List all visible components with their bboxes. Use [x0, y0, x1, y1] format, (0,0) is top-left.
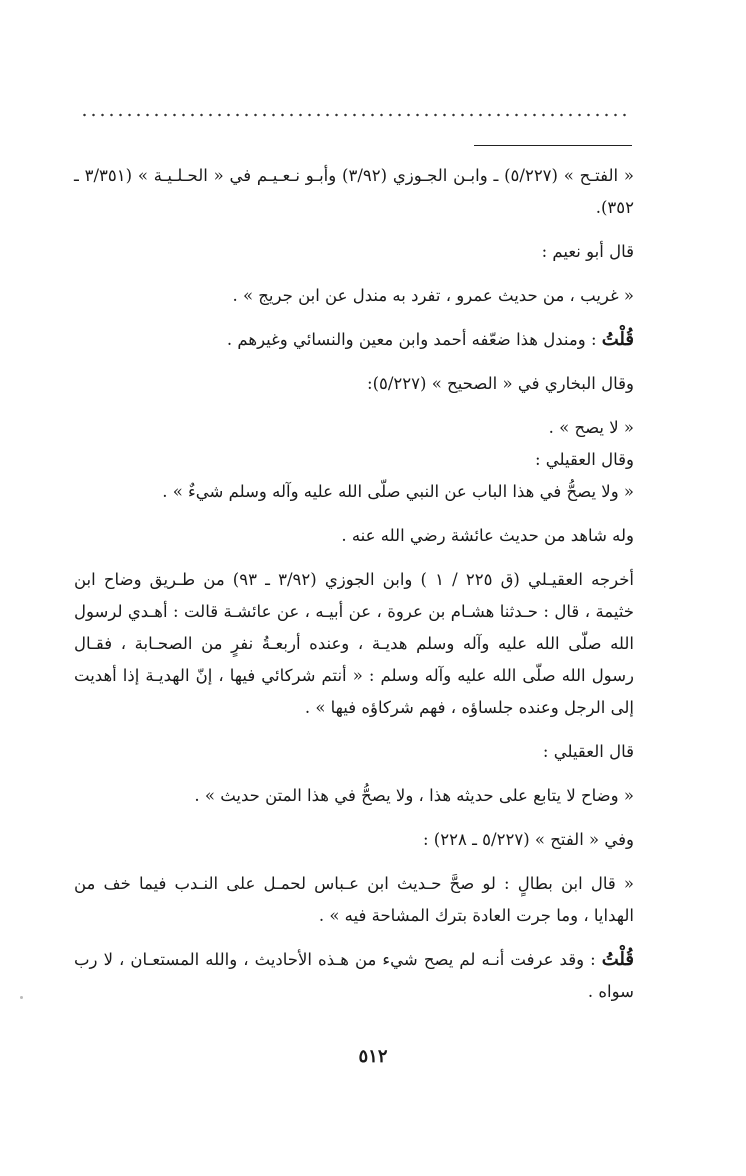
paragraph-text: قال العقيلي :	[542, 742, 634, 761]
paragraph-7	[74, 444, 634, 476]
paragraph-5	[74, 368, 634, 400]
paragraph-4	[74, 324, 634, 356]
paragraph-text: « قال ابن بطالٍ : لو صحَّ حـديث ابن عـباس لحمـل على النـدب فيما خف من الهدايا ، وما جرت العادة بترك المشاحة فيه » .	[74, 874, 634, 925]
qult-lead: قُلْتُ	[601, 949, 634, 970]
paragraph-3	[74, 280, 634, 312]
qult-lead: قُلْتُ	[601, 329, 634, 350]
paragraph-6	[74, 412, 634, 444]
footnote-separator	[474, 145, 632, 146]
paragraph-12	[74, 780, 634, 812]
paragraph-15	[74, 944, 634, 1008]
header-dotted-line	[80, 112, 632, 118]
paragraph-13	[74, 824, 634, 856]
paragraph-2	[74, 236, 634, 268]
paragraph-text: « وضاح لا يتابع على حديثه هذا ، ولا يصحُّ في هذا المتن حديث » .	[194, 786, 634, 805]
paragraph-text: « غريب ، من حديث عمرو ، تفرد به مندل عن ابن جريج » .	[232, 286, 634, 305]
paragraph-text: وقال العقيلي :	[534, 450, 634, 469]
margin-speck	[20, 996, 23, 999]
paragraph-11	[74, 736, 634, 768]
paragraph-10	[74, 564, 634, 724]
paragraph-text: أخرجه العقيـلي (ق ٢٢٥ / ١ ) وابن الجوزي (٣/٩٢ ـ ٩٣) من طـريق وضاح ابن خثيمة ، قال : حـدثنا هشـام بن عروة ، عن أبيـه ، عن عائشـة قالت : أهـدي لرسول الله صلّى الله عليه وآله وسلم هديـة ، وعنده أربعـةُ نفرٍ من الصحـابة ، فقـال رسول الله صلّى الله عليه وآله وسلم : « أنتم شركائي فيها ، إنّ الهديـة إذا أهديت إلى الرجل وعنده جلساؤه ، فهم شركاؤه فيها » .	[74, 570, 635, 717]
paragraph-text: وله شاهد من حديث عائشة رضي الله عنه .	[341, 526, 634, 545]
paragraph-text: « الفتـح » (٥/٢٢٧) ـ وابـن الجـوزي (٣/٩٢) وأبـو نـعـيـم في « الحـلـيـة » (٣/٣٥١ ـ ٣٥٢).	[74, 166, 634, 217]
body-text	[74, 160, 634, 1020]
paragraph-text: وقال البخاري في « الصحيح » (٥/٢٢٧):	[367, 374, 634, 393]
paragraph-text: « لا يصح » .	[548, 418, 634, 437]
paragraph-14	[74, 868, 634, 932]
paragraph-1	[74, 160, 634, 224]
paragraph-text: وفي « الفتح » (٥/٢٢٧ ـ ٢٢٨) :	[423, 830, 634, 849]
paragraph-text: : وقد عرفت أنـه لم يصح شيء من هـذه الأحاديث ، والله المستعـان ، لا رب سواه .	[74, 950, 634, 1001]
paragraph-9	[74, 520, 634, 552]
page-number: ٥١٢	[358, 1046, 388, 1067]
paragraph-8	[74, 476, 634, 508]
paragraph-text: « ولا يصحُّ في هذا الباب عن النبي صلّى الله عليه وآله وسلم شيءٌ » .	[162, 482, 634, 501]
paragraph-text: : ومندل هذا ضعّفه أحمد وابن معين والنسائي وغيرهم .	[226, 330, 602, 349]
paragraph-text: قال أبو نعيم :	[541, 242, 634, 261]
